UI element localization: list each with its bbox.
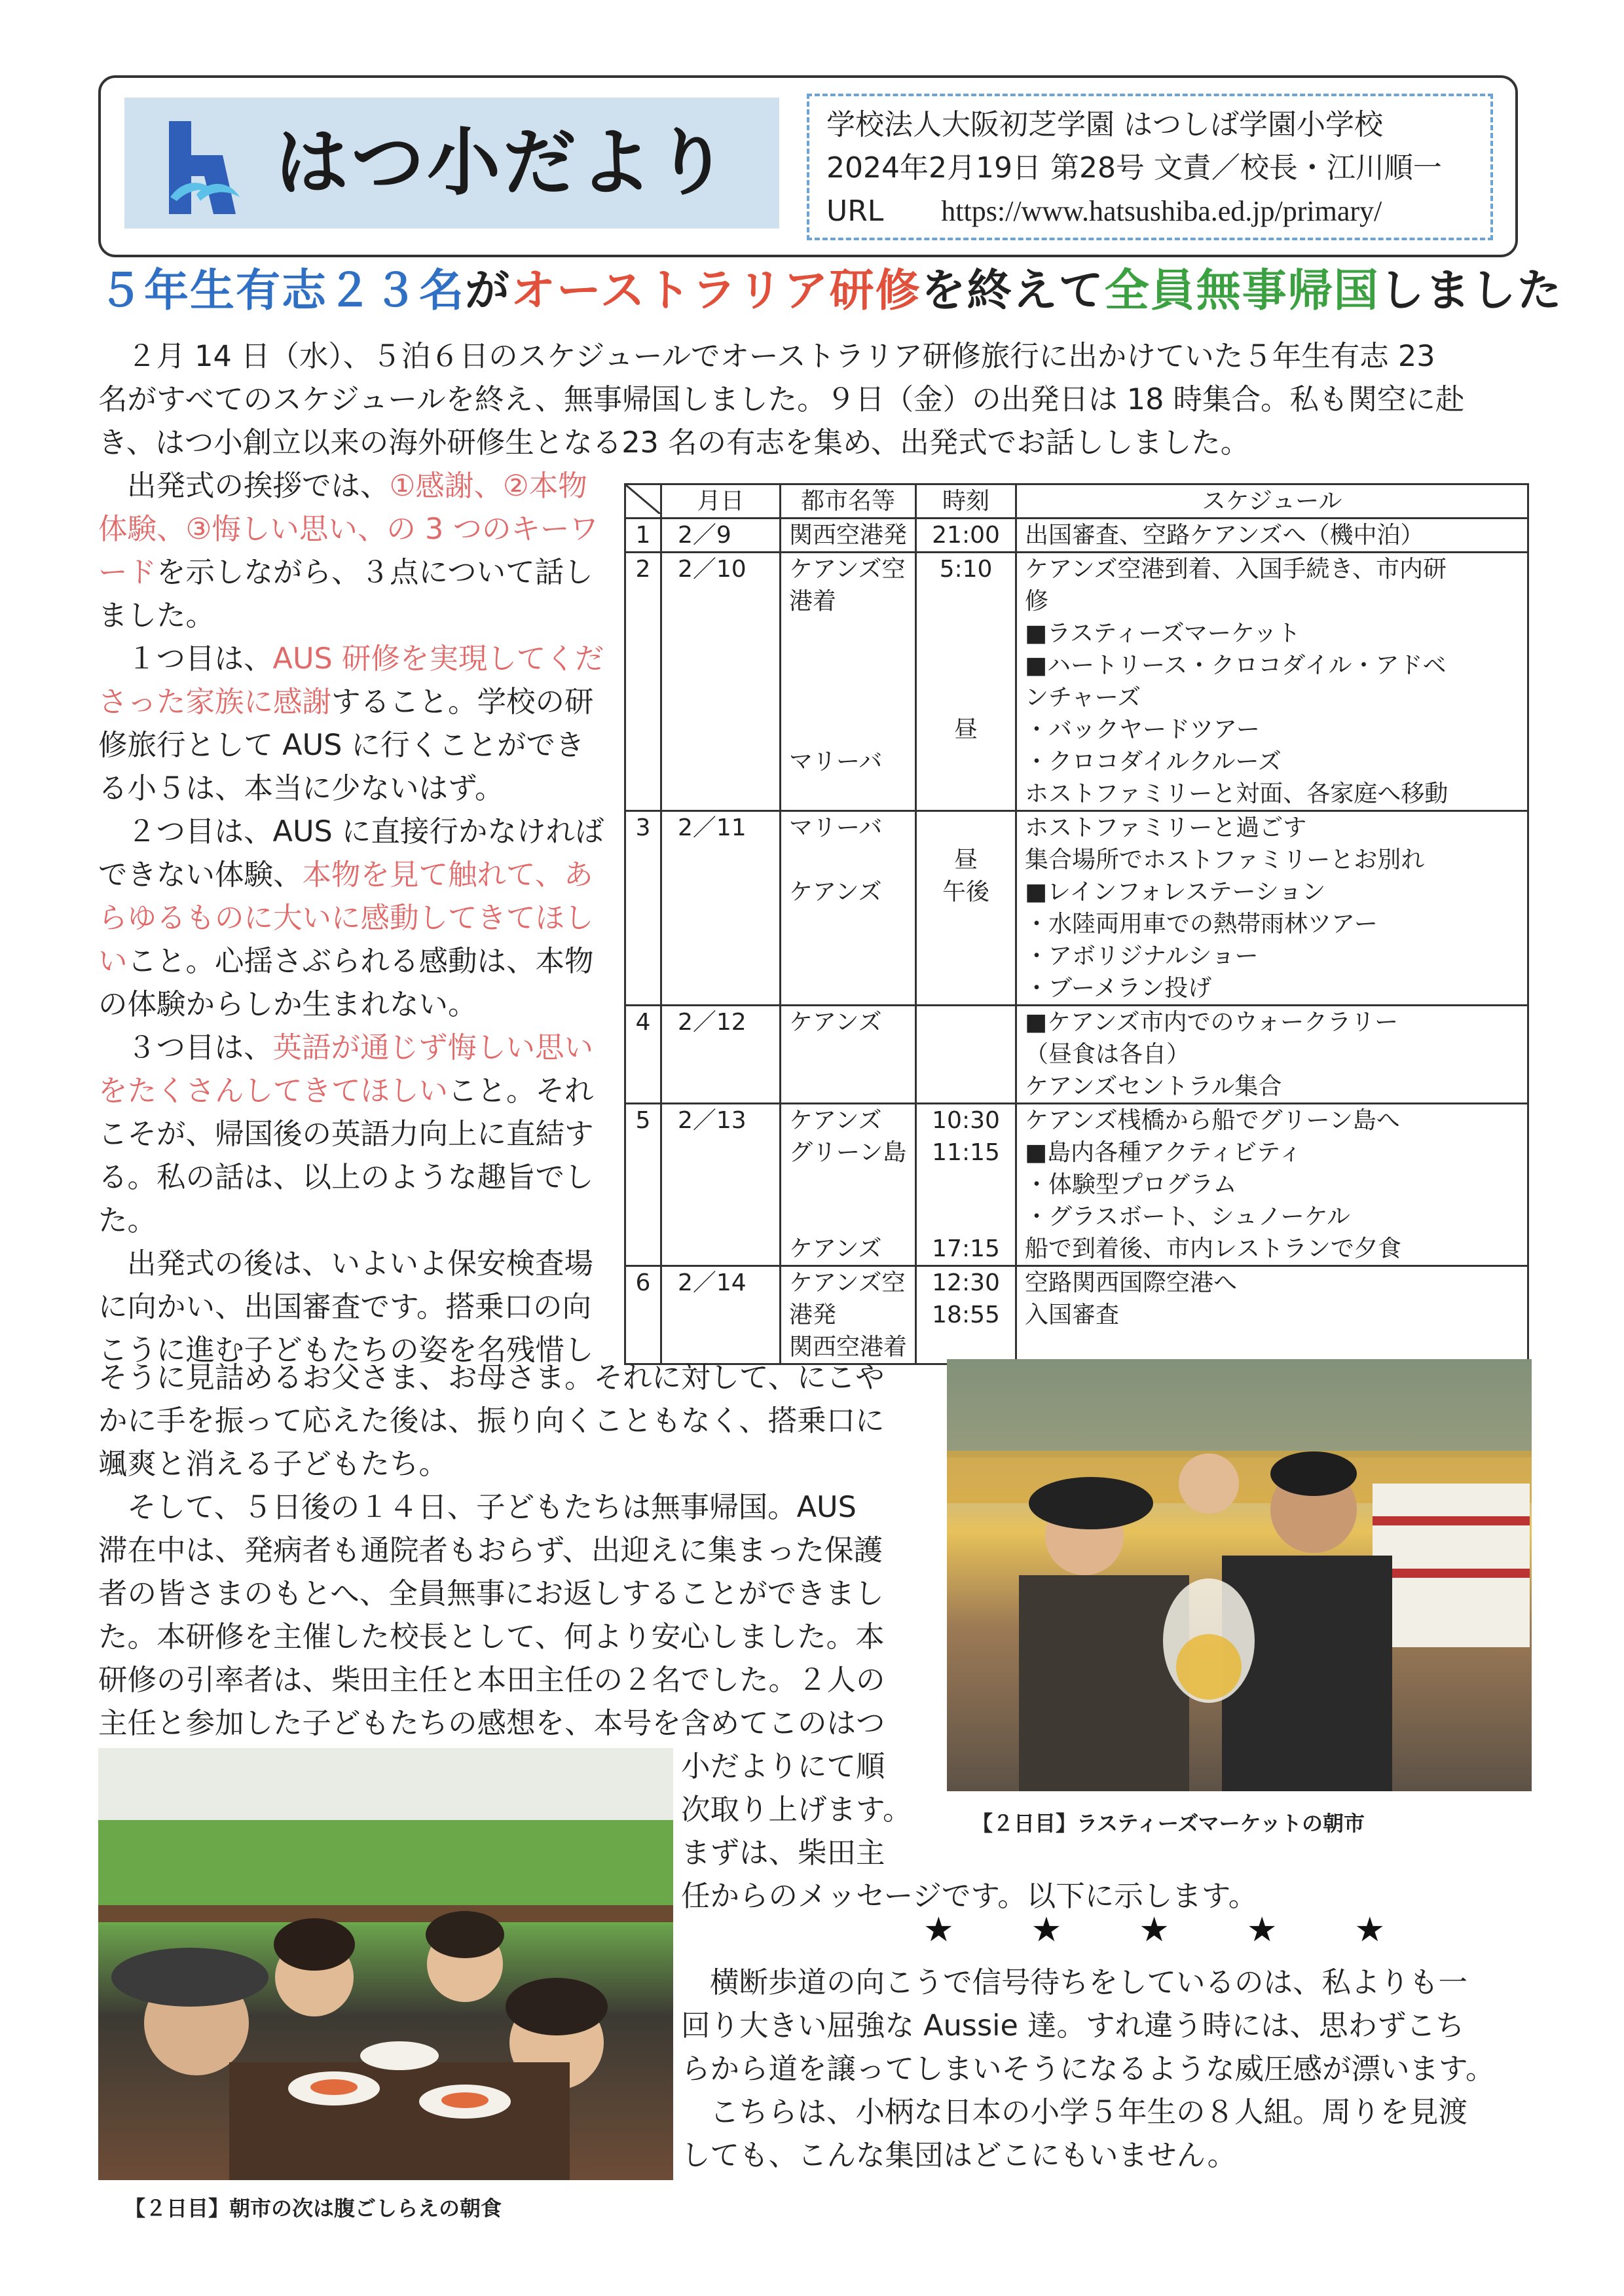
cell-date (661, 553, 781, 811)
table-row (625, 519, 1528, 553)
cell-line: 入国審査 (1025, 1302, 1120, 1328)
cell-line: ケアンズ (789, 1107, 882, 1134)
cell-line (925, 746, 1007, 778)
text-run: こと。心揺さぶられる感動は、本物の体験からしか生まれない。 (98, 945, 594, 1021)
text-run: ２つ目は、AUS に直接行かなければできない体験、 (98, 815, 604, 892)
url-label: URL (826, 194, 884, 228)
text-line: 颯爽と消える子どもたち。 (98, 1448, 449, 1481)
cell-line (789, 1169, 907, 1201)
headline-part: を終えて (921, 265, 1105, 317)
cell-line (925, 585, 1007, 617)
cell-line (925, 1169, 1007, 1201)
cell-schedule (1016, 519, 1528, 553)
cell-date (661, 1006, 781, 1104)
market-photo-caption: 【２日目】ラスティーズマーケットの朝市 (972, 1811, 1365, 1836)
text-line: 回り大きい屈強な Aussie 達。すれ違う時には、思わずこち (681, 2009, 1465, 2043)
cell-line: ケアンズ (789, 1235, 882, 1262)
cell-line: ・水陸両用車での熱帯雨林ツアー (1025, 911, 1378, 938)
star-divider: ★★★★★ (923, 1910, 1463, 1950)
intro-paragraph (98, 335, 1539, 465)
text-line: 任からのメッセージです。以下に示します。 (681, 1880, 1258, 1913)
table-row (625, 1104, 1528, 1266)
url-line (826, 192, 1382, 231)
cell-line: グリーン島 (789, 1139, 907, 1166)
headline-part: しました (1379, 265, 1563, 317)
cell-line: ケアンズ空 (789, 556, 906, 583)
text-line: こちらは、小柄な日本の小学５年生の８人組。周りを見渡 (710, 2096, 1468, 2129)
cell-line (789, 1201, 907, 1233)
headline-part: ５年生有志２３名 (98, 265, 466, 317)
cell-text: 4 (635, 1009, 651, 1036)
cell-line (925, 1331, 1007, 1363)
cell-line (925, 649, 1007, 682)
cell-line: ■ラスティーズマーケット (1025, 620, 1301, 647)
cell-day (625, 553, 661, 811)
cell-line: ■ハートリース・クロコダイル・アドベ (1025, 652, 1447, 679)
cell-line (925, 617, 1007, 649)
table-header-cell (625, 484, 661, 519)
cell-text: 3 (635, 814, 651, 841)
cell-line: 5:10 (939, 556, 993, 583)
highlight-text: 本物を見て触れて、あらゆるものに大いに感動してきてほしい (98, 858, 594, 978)
cell-line: 昼 (954, 847, 978, 873)
middle-text (98, 1357, 936, 1745)
cell-line (925, 682, 1007, 714)
cell-city (781, 1006, 916, 1104)
cell-text: 2／13 (678, 1107, 747, 1134)
text-run: １つ目は、 (127, 642, 273, 676)
cell-day (625, 1006, 661, 1104)
cell-date (661, 1266, 781, 1364)
market-photo (947, 1359, 1532, 1791)
cell-line: （昼食は各自） (1025, 1041, 1190, 1068)
paragraph-second-point (98, 811, 609, 1027)
cell-line: マリーバ (789, 814, 883, 841)
breakfast-photo-illustration (98, 1748, 673, 2180)
cell-line: 集合場所でホストファミリーとお別れ (1025, 847, 1425, 873)
cell-line: 18:55 (932, 1302, 1000, 1328)
cell-schedule (1016, 553, 1528, 811)
paragraph-third-point (98, 1027, 609, 1243)
wrap-text (681, 1745, 943, 1875)
issue-line: 2024年2月19日 第28号 文責／校長・江川順一 (826, 151, 1442, 185)
cell-line: 関西空港発 (789, 522, 908, 549)
headline-part: 全員無事帰国 (1104, 265, 1380, 317)
cell-time (916, 1266, 1016, 1364)
table-row (625, 553, 1528, 811)
left-column-text (98, 465, 609, 1372)
cell-text: 2／12 (678, 1009, 747, 1036)
cell-city (781, 811, 916, 1006)
school-url-link[interactable]: https://www.hatsushiba.ed.jp/primary/ (941, 195, 1382, 227)
cell-line: ・ブーメラン投げ (1025, 975, 1212, 1002)
highlight-text: 英語が通じず悔しい思いをたくさんしてきてほしい (98, 1031, 594, 1108)
cell-day (625, 811, 661, 1006)
cell-line: 関西空港着 (789, 1334, 908, 1360)
table-header-cell: 時刻 (916, 484, 1016, 519)
text-run: こと。それこそが、帰国後の英語力向上に直結する。私の話は、以上のような趣旨でした。 (98, 1074, 594, 1237)
cell-line (789, 682, 907, 714)
text-line: そうに見詰めるお父さま、お母さま。それに対して、にこや (98, 1361, 885, 1394)
table-header-cell: 月日 (661, 484, 781, 519)
cell-line: 午後 (942, 879, 990, 905)
text-run: 出発式の挨拶では、 (127, 469, 390, 503)
cell-line: ケアンズ空 (789, 1269, 906, 1296)
cell-line: ケアンズ (789, 1009, 882, 1036)
cell-schedule (1016, 1006, 1528, 1104)
cell-line: 12:30 (932, 1269, 1000, 1296)
diagonal-corner-icon (626, 485, 660, 514)
cell-line: 船で到着後、市内レストランで夕食 (1025, 1235, 1401, 1262)
paragraph-first-point (98, 638, 609, 811)
cell-city (781, 1104, 916, 1266)
cell-line (925, 812, 1007, 844)
cell-line: ケアンズセントラル集合 (1025, 1073, 1282, 1100)
text-line: 主任と参加した子どもたちの感想を、本号を含めてこのはつ (98, 1707, 885, 1740)
cell-line: ・アボリジナルショー (1025, 943, 1259, 970)
cell-day (625, 1266, 661, 1364)
closing-text (681, 1961, 1539, 2178)
cell-line: ・クロコダイルクルーズ (1025, 748, 1282, 775)
headline-part: オーストラリア研修 (511, 265, 921, 317)
cell-line: 21:00 (932, 522, 1000, 549)
intro-line: き、はつ小創立以来の海外研修生となる23 名の有志を集め、出発式でお話ししました。 (98, 426, 1250, 460)
newsletter-title: はつ小だより (275, 120, 731, 206)
cell-line: ホストファミリーと過ごす (1025, 814, 1307, 841)
text-run: を示しながら、３点について話しました。 (98, 556, 593, 632)
cell-city (781, 553, 916, 811)
article-headline (98, 259, 1563, 324)
cell-line: 出国審査、空路ケアンズへ（機中泊） (1025, 522, 1424, 549)
schedule-body (625, 519, 1528, 1364)
cell-line: 昼 (954, 716, 978, 743)
text-line: かに手を振って応えた後は、振り向くこともなく、搭乗口に (98, 1404, 885, 1438)
school-logo-icon (157, 116, 255, 214)
cell-time (916, 519, 1016, 553)
text-line: そして、５日後の１４日、子どもたちは無事帰国。AUS (127, 1491, 857, 1524)
cell-text: 2／11 (678, 814, 747, 841)
text-line: 横断歩道の向こうで信号待ちをしているのは、私よりも一 (710, 1966, 1468, 1999)
newsletter-header (98, 75, 1518, 257)
table-row (625, 811, 1528, 1006)
text-line: 次取り上げます。 (681, 1793, 912, 1827)
cell-schedule (1016, 1266, 1528, 1364)
text-line: まずは、柴田主 (681, 1836, 885, 1870)
schedule-table (624, 483, 1529, 1365)
cell-text: 5 (635, 1107, 651, 1134)
cell-text: 6 (635, 1269, 651, 1296)
cell-text: 2／10 (678, 556, 747, 583)
cell-city (781, 519, 916, 553)
cell-line: ンチャーズ (1025, 684, 1141, 711)
cell-line (789, 714, 907, 746)
cell-line: ケアンズ空港到着、入国手続き、市内研 (1025, 556, 1447, 583)
breakfast-photo-caption: 【２日目】朝市の次は腹ごしらえの朝食 (124, 2196, 502, 2221)
cell-line: ■島内各種アクティビティ (1025, 1139, 1302, 1166)
cell-schedule (1016, 1104, 1528, 1266)
cell-line: 空路関西国際空港へ (1025, 1269, 1238, 1296)
table-header-cell: スケジュール (1016, 484, 1528, 519)
cell-line: ・体験型プログラム (1025, 1171, 1237, 1198)
cell-text: 2／14 (678, 1269, 747, 1296)
cell-line: 11:15 (932, 1139, 1000, 1166)
cell-text: 2 (635, 556, 651, 583)
text-line: 小だよりにて順 (681, 1750, 885, 1783)
cell-line: マリーバ (789, 748, 883, 775)
table-row (625, 1266, 1528, 1364)
cell-line: ■レインフォレステーション (1025, 879, 1326, 905)
text-line: らから道を譲ってしまいそうになるような威圧感が漂います。 (681, 2052, 1495, 2086)
table-header-row (625, 484, 1528, 519)
text-run: すること。学校の研修旅行として AUS に行くことができる小５は、本当に少ないはず。 (98, 685, 594, 805)
cell-line (789, 617, 907, 649)
table-header-cell: 都市名等 (781, 484, 916, 519)
cell-line: 港着 (789, 588, 837, 615)
cell-line: 10:30 (932, 1107, 1000, 1134)
cell-line (789, 844, 907, 876)
cell-city (781, 1266, 916, 1364)
cell-date (661, 811, 781, 1006)
cell-text: 2／9 (678, 522, 731, 549)
title-panel (124, 98, 779, 228)
cell-schedule (1016, 811, 1528, 1006)
cell-time (916, 811, 1016, 1006)
paragraph-thanks-keywords (98, 465, 609, 638)
cell-line: ケアンズ桟橋から船でグリーン島へ (1025, 1107, 1400, 1134)
market-photo-illustration (947, 1359, 1532, 1791)
text-line: 研修の引率者は、柴田主任と本田主任の２名でした。２人の (98, 1664, 885, 1697)
intro-line: ２月 14 日（水）、５泊６日のスケジュールでオーストラリア研修旅行に出かけていた５年生有志 23 (127, 340, 1435, 373)
breakfast-photo (98, 1748, 673, 2180)
text-line: た。本研修を主催した校長として、何より安心しました。本 (98, 1620, 885, 1654)
table-row (625, 1006, 1528, 1104)
cell-time (916, 553, 1016, 811)
cell-line: 17:15 (932, 1235, 1000, 1262)
cell-line: ・バックヤードツアー (1025, 716, 1260, 743)
paragraph-departure: 出発式の後は、いよいよ保安検査場に向かい、出国審査です。搭乗口の向こうに進む子どもたちの姿を名残惜し (98, 1247, 594, 1367)
cell-line (925, 1201, 1007, 1233)
cell-line: 港発 (789, 1302, 837, 1328)
headline-part: が (465, 265, 511, 317)
cell-text: 1 (635, 522, 651, 549)
cell-date (661, 519, 781, 553)
cell-line (925, 1006, 1007, 1038)
cell-line: ■ケアンズ市内でのウォークラリー (1025, 1009, 1399, 1036)
text-line: 滞在中は、発病者も通院者もおらず、出迎えに集まった保護 (98, 1534, 883, 1567)
cell-line: ・グラスボート、シュノーケル (1025, 1203, 1350, 1230)
issue-info-box (807, 94, 1493, 240)
cell-day (625, 1104, 661, 1266)
text-line: 者の皆さまのもとへ、全員無事にお返しすることができまし (98, 1577, 884, 1611)
highlight-text: AUS 研修を実現してくださった家族に感謝 (98, 642, 604, 719)
text-run: ３つ目は、 (127, 1031, 273, 1065)
cell-time (916, 1006, 1016, 1104)
cell-day (625, 519, 661, 553)
cell-date (661, 1104, 781, 1266)
cell-line: ホストファミリーと対面、各家庭へ移動 (1025, 780, 1449, 807)
cell-line: ケアンズ (789, 879, 882, 905)
school-name: 学校法人大阪初芝学園 はつしば学園小学校 (826, 108, 1383, 141)
intro-line: 名がすべてのスケジュールを終え、無事帰国しました。９日（金）の出発日は 18 時集合。私も関空に赴 (98, 383, 1465, 416)
highlight-text: ①感謝、②本物体験、③悔しい思い、の 3 つのキーワード (98, 469, 599, 589)
cell-line (789, 649, 907, 682)
cell-time (916, 1104, 1016, 1266)
cell-line: 修 (1025, 588, 1049, 615)
text-line: しても、こんな集団はどこにもいません。 (681, 2139, 1237, 2172)
